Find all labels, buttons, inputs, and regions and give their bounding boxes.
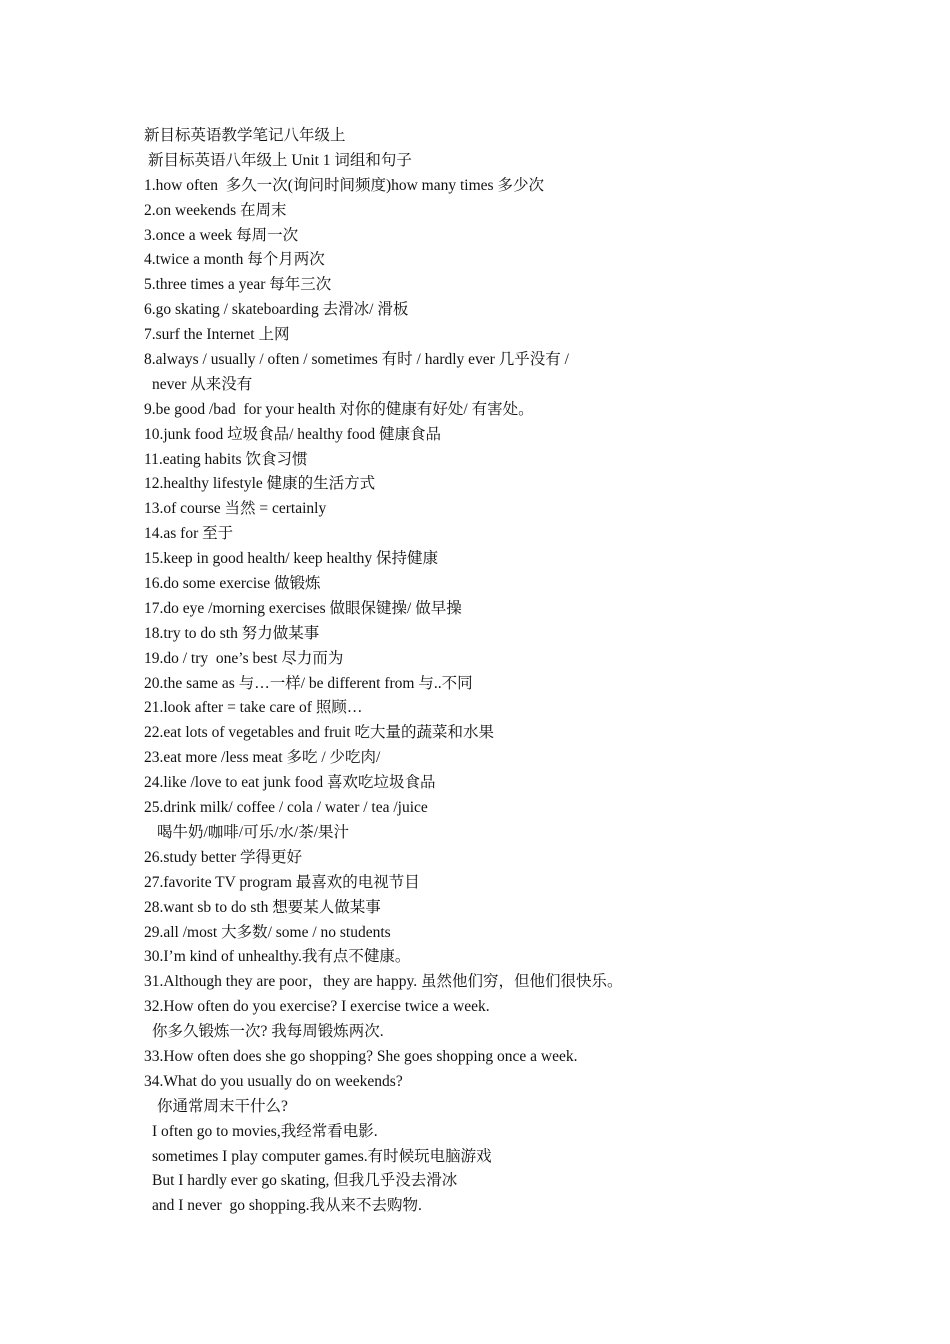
list-item: 17.do eye /morning exercises 做眼保键操/ 做早操 <box>144 599 462 617</box>
list-item: 15.keep in good health/ keep healthy 保持健康 <box>144 550 439 568</box>
list-item: 34.What do you usually do on weekends? <box>144 1072 403 1090</box>
list-item: 21.look after = take care of 照顾… <box>144 699 363 717</box>
list-item: 26.study better 学得更好 <box>144 848 302 866</box>
list-item: 20.the same as 与…一样/ be different from 与..不同 <box>144 674 473 692</box>
list-item: 14.as for 至于 <box>144 525 234 543</box>
list-item: 13.of course 当然 = certainly <box>144 500 327 518</box>
list-item: 7.surf the Internet 上网 <box>144 326 290 344</box>
list-item-continuation: 喝牛奶/咖啡/可乐/水/茶/果汁 <box>157 823 350 841</box>
list-item: 31.Although they are poor，they are happy. 虽然他们穷，但他们很快乐。 <box>144 973 623 991</box>
doc-subtitle: 新目标英语八年级上 Unit 1 词组和句子 <box>148 151 412 169</box>
list-item: 32.How often do you exercise? I exercise twice a week. <box>144 998 490 1016</box>
list-item: 11.eating habits 饮食习惯 <box>144 450 308 468</box>
list-item-continuation: and I never go shopping.我从来不去购物. <box>152 1197 422 1215</box>
list-item: 1.how often 多久一次(询问时间频度)how many times 多少次 <box>144 176 544 194</box>
list-item: 8.always / usually / often / sometimes 有时 / hardly ever 几乎没有 / <box>144 351 569 369</box>
document-page <box>144 124 904 1219</box>
list-item: 28.want sb to do sth 想要某人做某事 <box>144 898 381 916</box>
list-item: 23.eat more /less meat 多吃 / 少吃肉/ <box>144 749 381 767</box>
list-item: 9.be good /bad for your health 对你的健康有好处/ 有害处。 <box>144 400 534 418</box>
list-item-continuation: sometimes I play computer games.有时候玩电脑游戏 <box>152 1147 492 1165</box>
list-item: 2.on weekends 在周末 <box>144 201 287 219</box>
list-item: 5.three times a year 每年三次 <box>144 276 332 294</box>
list-item-continuation: 你通常周末干什么? <box>157 1097 288 1115</box>
list-item: 24.like /love to eat junk food 喜欢吃垃圾食品 <box>144 774 436 792</box>
list-item: 6.go skating / skateboarding 去滑冰/ 滑板 <box>144 301 409 319</box>
list-item: 16.do some exercise 做锻炼 <box>144 575 321 593</box>
list-item-continuation: I often go to movies,我经常看电影. <box>152 1122 378 1140</box>
list-item: 33.How often does she go shopping? She goes shopping once a week. <box>144 1047 578 1065</box>
list-item: 18.try to do sth 努力做某事 <box>144 624 320 642</box>
list-item-continuation: never 从来没有 <box>152 375 253 393</box>
list-item: 12.healthy lifestyle 健康的生活方式 <box>144 475 376 493</box>
list-item: 27.favorite TV program 最喜欢的电视节目 <box>144 873 420 891</box>
list-item: 30.I’m kind of unhealthy.我有点不健康。 <box>144 948 411 966</box>
list-item: 4.twice a month 每个月两次 <box>144 251 325 269</box>
list-item: 22.eat lots of vegetables and fruit 吃大量的蔬菜和水果 <box>144 724 494 742</box>
list-item-continuation: 你多久锻炼一次? 我每周锻炼两次. <box>152 1023 384 1041</box>
list-item: 10.junk food 垃圾食品/ healthy food 健康食品 <box>144 425 442 443</box>
list-item: 29.all /most 大多数/ some / no students <box>144 923 391 941</box>
list-item: 25.drink milk/ coffee / cola / water / tea /juice <box>144 799 428 817</box>
list-item-continuation: But I hardly ever go skating, 但我几乎没去滑冰 <box>152 1172 458 1190</box>
doc-title: 新目标英语教学笔记八年级上 <box>144 127 346 144</box>
list-item: 3.once a week 每周一次 <box>144 226 299 244</box>
list-item: 19.do / try one’s best 尽力而为 <box>144 649 344 667</box>
